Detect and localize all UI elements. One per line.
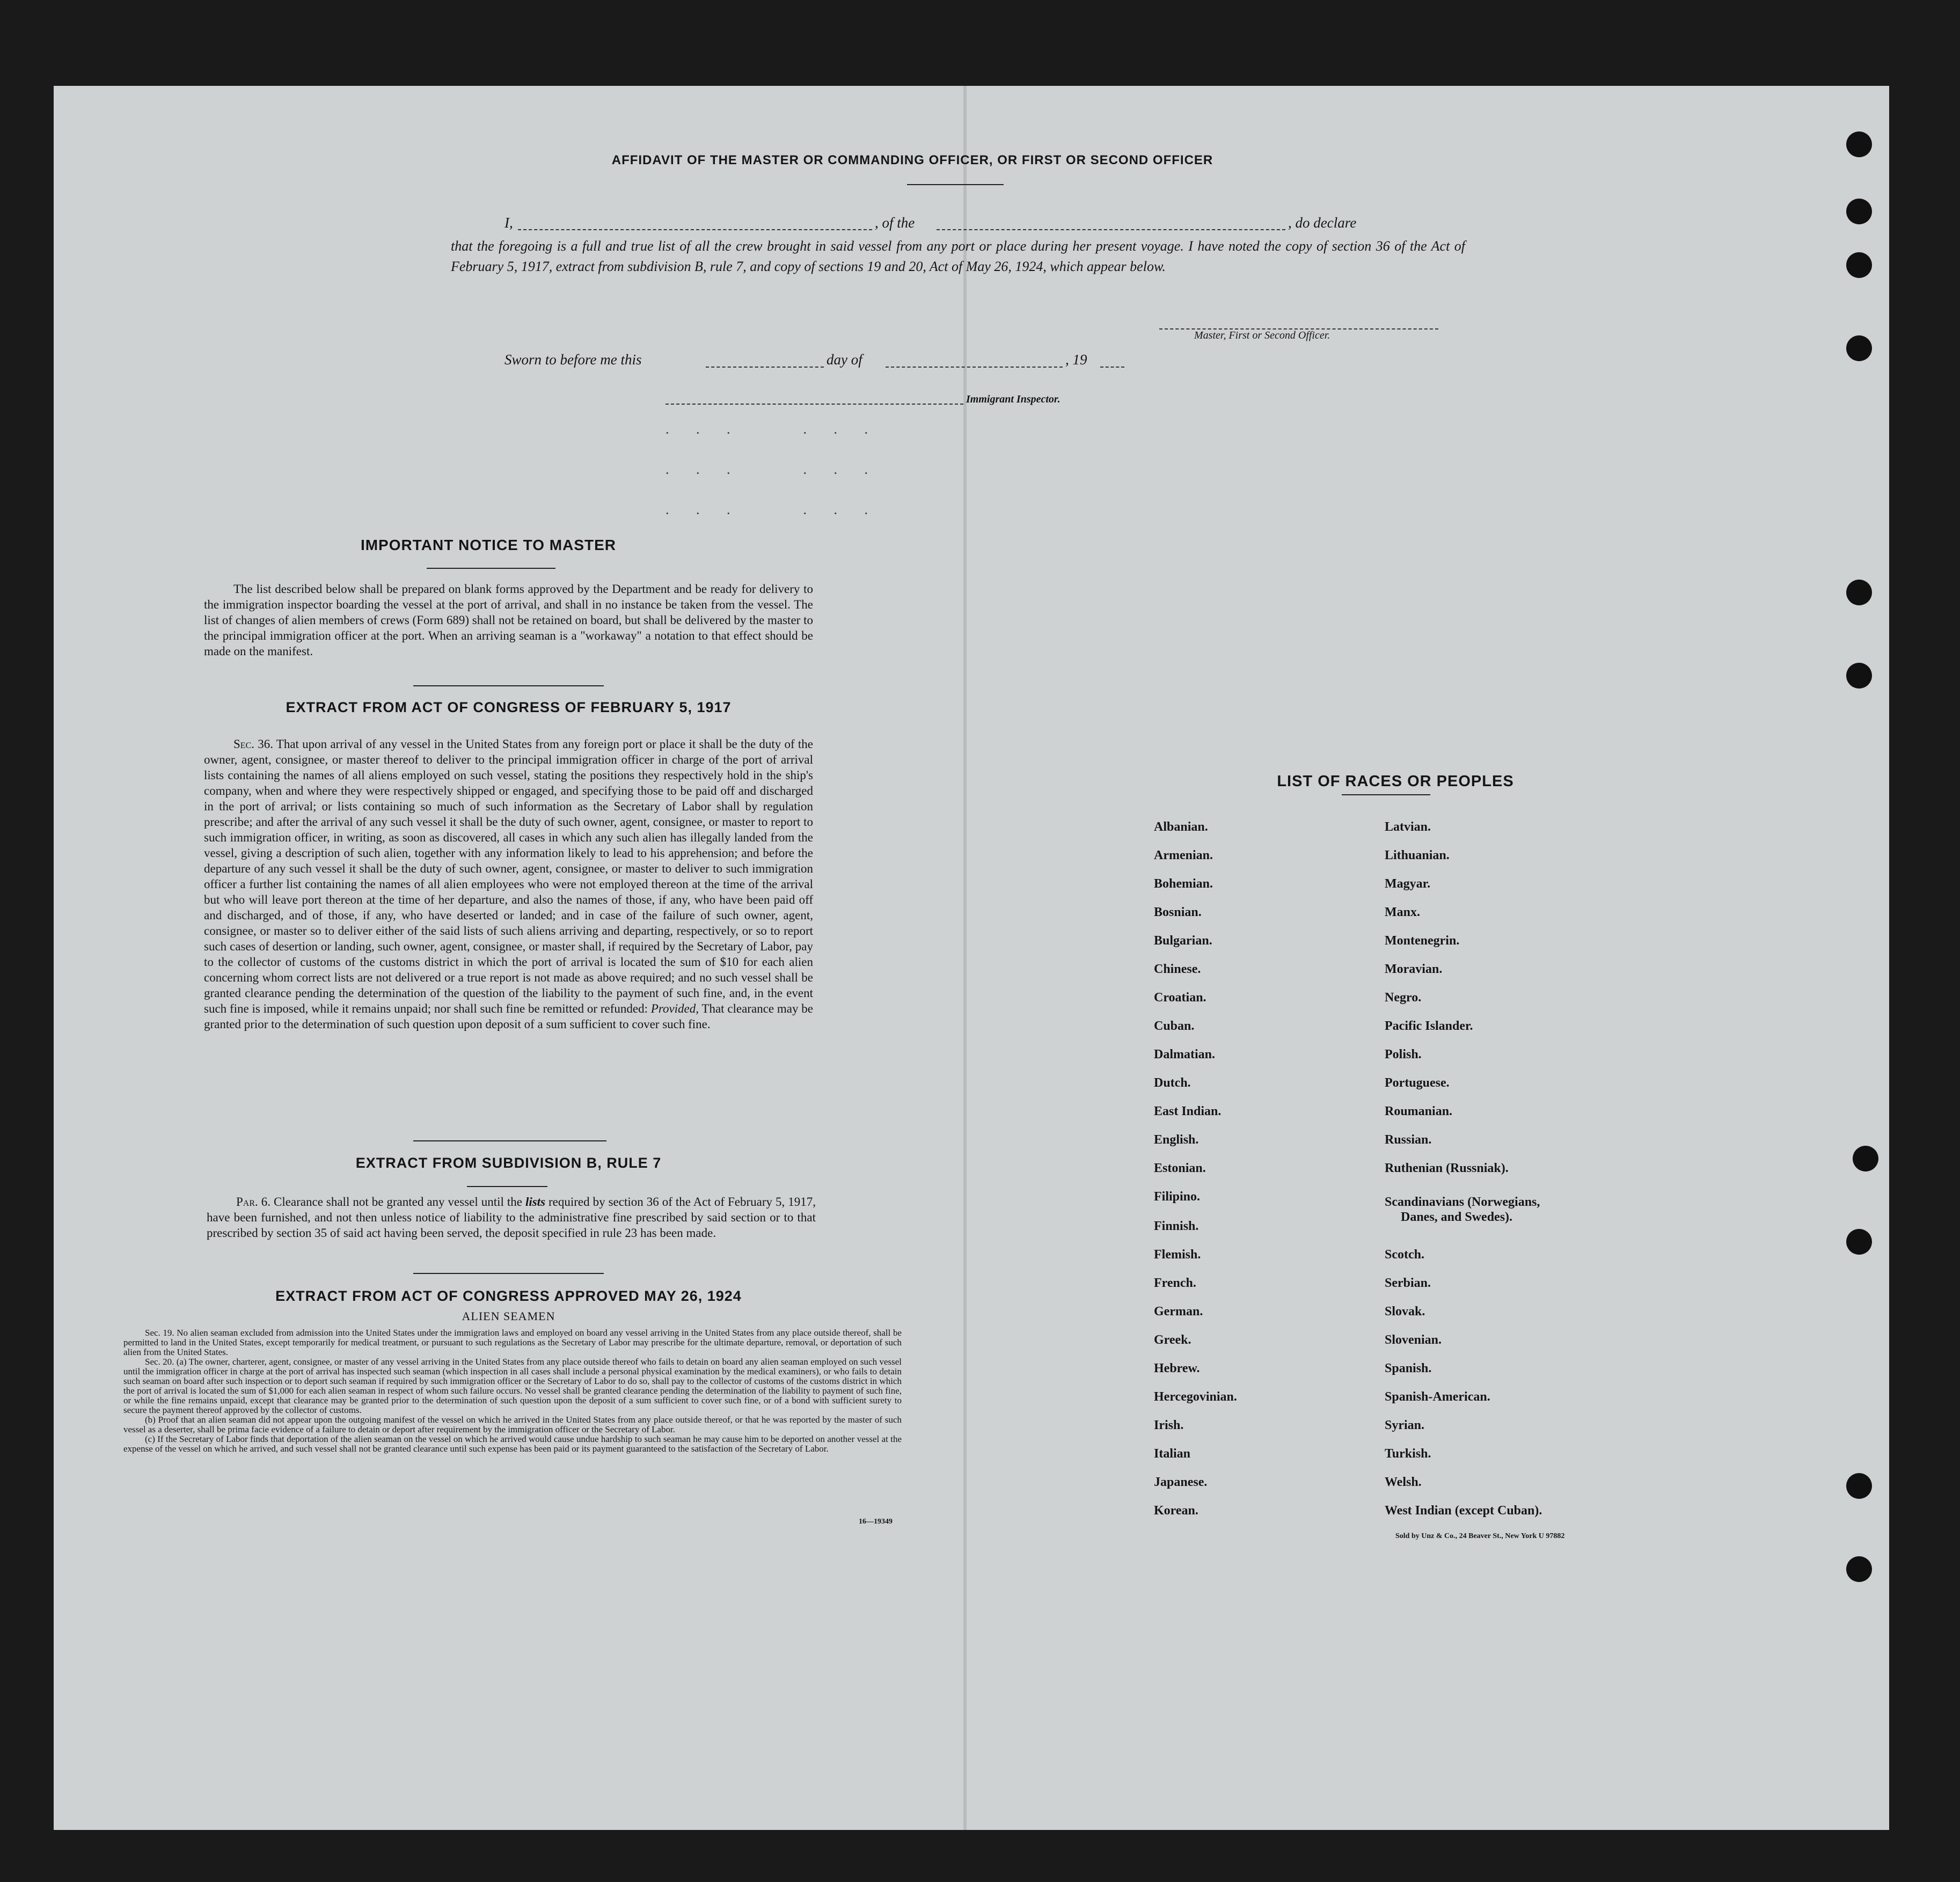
sworn-year-label: , 19	[1065, 351, 1087, 368]
sold-by-imprint: Sold by Unz & Co., 24 Beaver St., New York U 97882	[1395, 1532, 1565, 1540]
dot-marks: . . . . . .	[665, 502, 880, 517]
punch-hole	[1846, 199, 1872, 224]
race-item: Albanian.	[1154, 820, 1208, 834]
race-item: Dalmatian.	[1154, 1048, 1215, 1061]
race-item: Pacific Islander.	[1385, 1019, 1473, 1033]
punch-hole	[1846, 252, 1872, 278]
extract-1924-title: EXTRACT FROM ACT OF CONGRESS APPROVED MAY 26, 1924	[275, 1288, 742, 1304]
race-item: Bulgarian.	[1154, 934, 1212, 948]
vessel-name-field[interactable]	[937, 229, 1285, 230]
section-36-text: That upon arrival of any vessel in the United States from any foreign port or place it shall be the duty of the owner, agent, consignee, or master thereof to deliver to the principal immigration officer in charge of the port of arrival lists containing the names of all aliens employed on such vessel, stating the positions they respectively hold in the ship's company, when and where they were respectively shipped or engaged, and specifying those to be paid off and discharged in the port of arrival; or lists containing so much of such information as the Secretary of Labor shall by regulation prescribe; and after the arrival of any such vessel it shall be the duty of such owner, agent, consignee, or master to report to such immigration officer, in writing, as soon as discovered, all cases in which any such alien has illegally landed from the vessel, giving a description of such alien, together with any information likely to lead to his apprehension; and before the departure of any such vessel it shall be the duty of such owner, agent, consignee, or master to deliver to such immigration officer a further list containing the names of all alien employees who were not employed thereon at the time of the arrival but who will leave port thereon at the time of her departure, and also the names of those, if any, who have been paid off and discharged, and of those, if any, who have deserted or landed; and in case of the failure of such owner, agent, consignee, or master so to deliver either of the said lists of such aliens arriving and departing, respectively, or so to report such cases of desertion or landing, such owner, agent, consignee, or master shall, if required by the Secretary of Labor, pay to the collector of customs of the customs district in which the port of arrival is located the sum of $10 for each alien concerning whom correct lists are not delivered or a true report is not made as above required; and no such vessel shall be granted clearance pending the determination of the question of the liability to the payment of such fine, and, in the event such fine is imposed, while it remains unpaid; nor shall such fine be remitted or refunded:	[204, 737, 813, 1015]
race-item: Polish.	[1385, 1048, 1422, 1061]
notice-title: IMPORTANT NOTICE TO MASTER	[360, 537, 617, 553]
inspector-label: Immigrant Inspector.	[966, 393, 1061, 405]
punch-hole	[1846, 335, 1872, 361]
declare-label: , do declare	[1288, 215, 1357, 231]
sworn-day-of-label: day of	[827, 351, 862, 368]
punch-hole	[1846, 580, 1872, 605]
section-label: Sec. 36.	[233, 737, 273, 751]
declarant-label: I,	[504, 215, 513, 231]
race-item: Portuguese.	[1385, 1076, 1450, 1090]
form-number: 16—19349	[859, 1518, 893, 1526]
subdivision-text	[207, 1194, 816, 1241]
inspector-signature-line[interactable]	[665, 404, 963, 405]
signature-label: Master, First or Second Officer.	[1194, 329, 1330, 341]
paragraph-text-b: required by section 36 of the Act of February 5, 1917, have been furnished, and not then unless notice of liability to the administrative fine prescribed by said section or to that prescribed by section 35 of said act having been served, the deposit specified in rule 23 has been made.	[207, 1195, 816, 1240]
race-item: Spanish-American.	[1385, 1390, 1490, 1404]
divider	[907, 184, 1004, 185]
race-item: Welsh.	[1385, 1475, 1422, 1489]
section-20a-text: Sec. 20. (a) The owner, charterer, agent, consignee, or master of any vessel arriving in the United States from any place outside thereof who fails to detain on board any alien seaman employed on such vessel until the immigration officer in charge at the port of arrival has inspected such seaman (which inspection in all cases shall include a personal physical examination by the medical examiners), or who fails to detain such seaman on board after such inspection or to deport such seaman if required by such immigration officer or the Secretary of Labor to do so, shall pay to the collector of customs of the customs district in which the port of arrival is located the sum of $1,000 for each alien seaman in respect of whom such failure occurs. No vessel shall be granted clearance pending the determination of the liability to payment of such fine, or while the fine remains unpaid, except that clearance may be granted prior to the determination of such question upon the deposit of a sum sufficient to cover such fine, or of a bond with sufficient surety to secure the payment thereof approved by the collector of customs.	[123, 1357, 902, 1415]
race-item: Roumanian.	[1385, 1104, 1453, 1118]
paragraph-text-a: Clearance shall not be granted any vessel until the	[273, 1195, 522, 1209]
affidavit-text: that the foregoing is a full and true list of all the crew brought in said vessel from any port or place during her present voyage. I have noted the copy of section 36 of the Act of February 5, 1917, extract from subdivision B, rule 7, and copy of sections 19 and 20, Act of May 26, 1924, which appear below.	[451, 238, 1465, 274]
divider	[413, 1273, 604, 1274]
punch-hole	[1846, 1473, 1872, 1499]
race-item: English.	[1154, 1133, 1199, 1147]
race-item: Chinese.	[1154, 962, 1201, 976]
race-item: Negro.	[1385, 991, 1422, 1005]
race-item: Estonian.	[1154, 1161, 1206, 1175]
race-item: Magyar.	[1385, 877, 1431, 891]
race-item: Russian.	[1385, 1133, 1432, 1147]
race-item: Spanish.	[1385, 1361, 1432, 1375]
extract-1917-text	[204, 736, 813, 1032]
race-item: Italian	[1154, 1447, 1191, 1461]
race-item: German.	[1154, 1305, 1203, 1319]
section-19-text: Sec. 19. No alien seaman excluded from admission into the United States under the immigration laws and employed on board any vessel arriving in the United States from any place outside thereof, shall be permitted to land in the United States, except temporarily for medical treatment, or pursuant to such regulations as the Secretary of Labor may prescribe for the ultimate departure, removal, or deportation of such alien from the United States.	[123, 1328, 902, 1357]
section-36-end: That clearance may be granted prior to the determination of such question upon deposit of a sum sufficient to cover such fine.	[204, 1002, 813, 1031]
lists-word: lists	[525, 1195, 546, 1209]
race-item: Danes, and Swedes).	[1401, 1210, 1513, 1224]
section-20b-text: (b) Proof that an alien seaman did not appear upon the outgoing manifest of the vessel on which he arrived in the United States from any place outside thereof, or that he was reported by the master of such vessel as a deserter, shall be prima facie evidence of a failure to detain or deport after requirement by the immigration officer or the Secretary of Labor.	[123, 1415, 902, 1434]
sworn-month-field[interactable]	[886, 367, 1063, 368]
race-item: Syrian.	[1385, 1418, 1425, 1432]
subdivision-title: EXTRACT FROM SUBDIVISION B, RULE 7	[355, 1155, 662, 1171]
race-item: Manx.	[1385, 905, 1420, 919]
punch-hole	[1853, 1146, 1878, 1171]
divider	[427, 568, 555, 569]
paragraph-label: Par. 6.	[236, 1195, 270, 1209]
race-item: Lithuanian.	[1385, 848, 1450, 862]
dot-marks: . . . . . .	[665, 462, 880, 477]
race-item: Hebrew.	[1154, 1361, 1200, 1375]
divider	[1342, 794, 1430, 795]
race-item: Serbian.	[1385, 1276, 1431, 1290]
alien-seamen-subtitle: ALIEN SEAMEN	[462, 1309, 555, 1323]
race-item: Japanese.	[1154, 1475, 1208, 1489]
race-item: Slovak.	[1385, 1305, 1425, 1319]
race-item: Flemish.	[1154, 1248, 1201, 1262]
notice-text: The list described below shall be prepared on blank forms approved by the Department and be ready for delivery to the immigration inspector boarding the vessel at the port of arrival, and shall in no instance be taken from the vessel. The list of changes of alien members of crews (Form 689) shall not be retained on board, but shall be delivered by the master to the principal immigration officer at the port. When an arriving seaman is a "workaway" a notation to that effect should be made on the manifest.	[204, 582, 813, 658]
sworn-year-field[interactable]	[1100, 367, 1124, 368]
race-item: Montenegrin.	[1385, 934, 1460, 948]
race-item: Armenian.	[1154, 848, 1213, 862]
section-20c-text: (c) If the Secretary of Labor finds that deportation of the alien seaman on the vessel on which he arrived would cause undue hardship to such seaman he may cause him to be deported on another vessel at the expense of the vessel on which he arrived, and such vessel shall not be granted clearance until such expense has been paid or its payment guaranteed to the satisfaction of the Secretary of Labor.	[123, 1434, 902, 1454]
race-item: French.	[1154, 1276, 1196, 1290]
extract-1917-title: EXTRACT FROM ACT OF CONGRESS OF FEBRUARY 5, 1917	[286, 699, 732, 715]
page-fold	[963, 86, 967, 1830]
extract-1924-text	[123, 1328, 902, 1454]
race-item: Greek.	[1154, 1333, 1191, 1347]
race-item: Turkish.	[1385, 1447, 1431, 1461]
race-item: Slovenian.	[1385, 1333, 1442, 1347]
race-item: Dutch.	[1154, 1076, 1191, 1090]
divider	[467, 1186, 547, 1187]
punch-hole	[1846, 1229, 1872, 1255]
race-item: Korean.	[1154, 1504, 1198, 1518]
race-item: Moravian.	[1385, 962, 1443, 976]
punch-hole	[1846, 663, 1872, 689]
punch-hole	[1846, 1556, 1872, 1582]
race-item: Irish.	[1154, 1418, 1184, 1432]
race-item: Cuban.	[1154, 1019, 1195, 1033]
race-item: Finnish.	[1154, 1219, 1199, 1233]
divider	[413, 1140, 606, 1141]
divider	[413, 685, 604, 686]
race-item: Filipino.	[1154, 1190, 1201, 1204]
sworn-day-field[interactable]	[706, 367, 824, 368]
races-title: LIST OF RACES OR PEOPLES	[1277, 773, 1514, 790]
dot-marks: . . . . . .	[665, 421, 880, 437]
race-item: Hercegovinian.	[1154, 1390, 1237, 1404]
race-item: Scotch.	[1385, 1248, 1424, 1262]
punch-hole	[1846, 131, 1872, 157]
vessel-label: , of the	[875, 215, 915, 231]
sworn-label: Sworn to before me this	[504, 351, 642, 368]
race-item: Croatian.	[1154, 991, 1206, 1005]
race-item: Ruthenian (Russniak).	[1385, 1161, 1509, 1175]
race-item: Latvian.	[1385, 820, 1431, 834]
affidavit-title: AFFIDAVIT OF THE MASTER OR COMMANDING OFFICER, OR FIRST OR SECOND OFFICER	[611, 153, 1213, 167]
declarant-name-field[interactable]	[518, 229, 872, 230]
race-item: Scandinavians (Norwegians,	[1385, 1195, 1540, 1209]
race-item: Bosnian.	[1154, 905, 1202, 919]
race-item: East Indian.	[1154, 1104, 1222, 1118]
race-item: West Indian (except Cuban).	[1385, 1504, 1542, 1518]
race-item: Bohemian.	[1154, 877, 1213, 891]
provided-word: Provided,	[650, 1002, 699, 1015]
